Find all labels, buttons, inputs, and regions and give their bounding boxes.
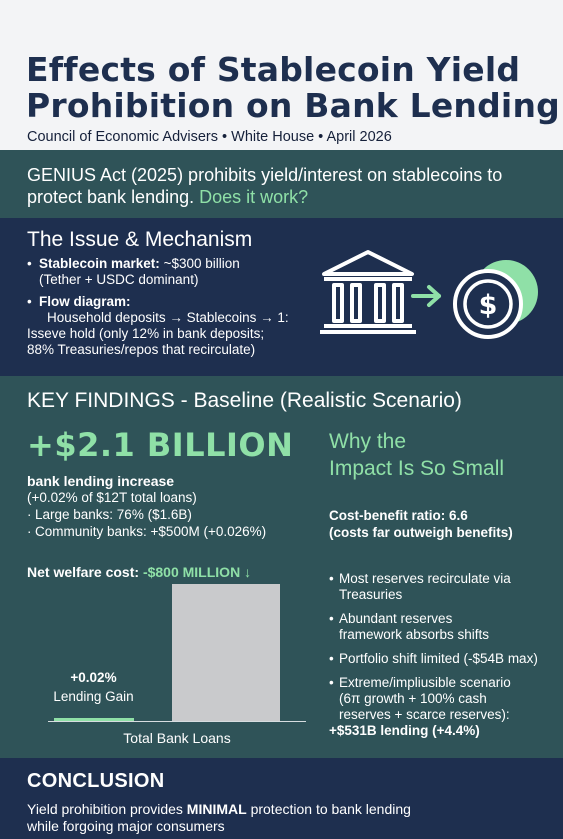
conclusion-heading: CONCLUSION (27, 770, 165, 792)
list-item: • Portfolio shift limited (-$54B max) (329, 651, 538, 666)
why-heading: Why the Impact Is So Small (329, 430, 505, 480)
intro-statement: GENIUS Act (2025) prohibits yield/interest on stablecoins to protect bank lending. (27, 165, 503, 207)
page-title (26, 50, 560, 125)
coin-symbol: $ (478, 290, 498, 321)
welfare-value: -$800 MILLION (142, 564, 241, 580)
bar-value-label: +0.02% (70, 670, 117, 685)
issue-heading: The Issue & Mechanism (27, 228, 253, 251)
community-banks: · Community banks: +$500M (+0.026%) (27, 524, 267, 539)
extreme-result: +$531B lending (+4.4%) (329, 723, 480, 738)
down-arrow-icon: ↓ (244, 564, 252, 580)
large-banks: · Large banks: 76% ($1.6B) (27, 507, 192, 522)
flow-label: Flow diagram: (39, 294, 131, 309)
flow-line3: 88% Treasuries/repos that recirculate) (27, 342, 256, 357)
bar-total-loans (172, 584, 280, 721)
flow-bullet: • Flow diagram: Household deposits → Stablecoins → 1: Isseve hold (only 12% in bank deposits; 88% Treasuries/repos that recirculate) (27, 294, 289, 357)
flow-line2: Isseve hold (only 12% in bank deposits; (27, 326, 265, 341)
page-title-line2: Prohibition on Bank Lending (26, 86, 560, 125)
bar-category-label: Lending Gain (53, 689, 134, 704)
page-title-line1: Effects of Stablecoin Yield (26, 50, 521, 89)
welfare-label: Net welfare cost: (27, 564, 140, 580)
big-value: +$2.1 BILLION (27, 426, 294, 464)
market-note: (Tether + USDC dominant) (39, 272, 199, 287)
chart-axis (48, 721, 306, 722)
arrow-right-icon (410, 283, 444, 309)
intro-question: Does it work? (199, 187, 309, 207)
welfare-cost (27, 564, 251, 580)
header (0, 0, 563, 150)
coin-dollar-icon (450, 254, 546, 344)
big-note: (+0.02% of $12T total loans) (27, 490, 197, 505)
conclusion-text: Yield prohibition provides MINIMAL protection to bank lending while forgoing major consumers (27, 801, 411, 834)
market-bullet: • Stablecoin market: ~$300 billion (Tether + USDC dominant) (27, 256, 240, 287)
bank-icon (318, 248, 418, 336)
market-label: Stablecoin market: (39, 256, 160, 271)
cost-benefit: Cost-benefit ratio: 6.6 (costs far outweigh benefits) (329, 508, 513, 540)
bar-label-lending-gain (36, 668, 151, 706)
conclusion-section (0, 758, 563, 839)
chart-x-label: Total Bank Loans (123, 730, 231, 746)
issue-section (0, 218, 563, 376)
intro-text (27, 164, 557, 208)
findings-heading: KEY FINDINGS - Baseline (Realistic Scenario) (27, 389, 462, 412)
intro-band (0, 150, 563, 218)
list-item: • Most reserves recirculate via Treasuries (329, 571, 511, 602)
conclusion-emphasis: MINIMAL (186, 801, 247, 817)
big-label: bank lending increase (27, 473, 175, 489)
list-item: • Extreme/impliusible scenario (6π growth + 100% cash reserves + scarce reserves): +$531B lending (+4.4%) (329, 675, 511, 738)
list-item: • Abundant reserves framework absorbs shifts (329, 611, 490, 642)
market-value: ~$300 billion (163, 256, 240, 271)
page-subtitle: Council of Economic Advisers • White House • April 2026 (27, 129, 392, 145)
flow-line1: Household deposits → Stablecoins → 1: (47, 310, 289, 325)
findings-section (0, 376, 563, 758)
